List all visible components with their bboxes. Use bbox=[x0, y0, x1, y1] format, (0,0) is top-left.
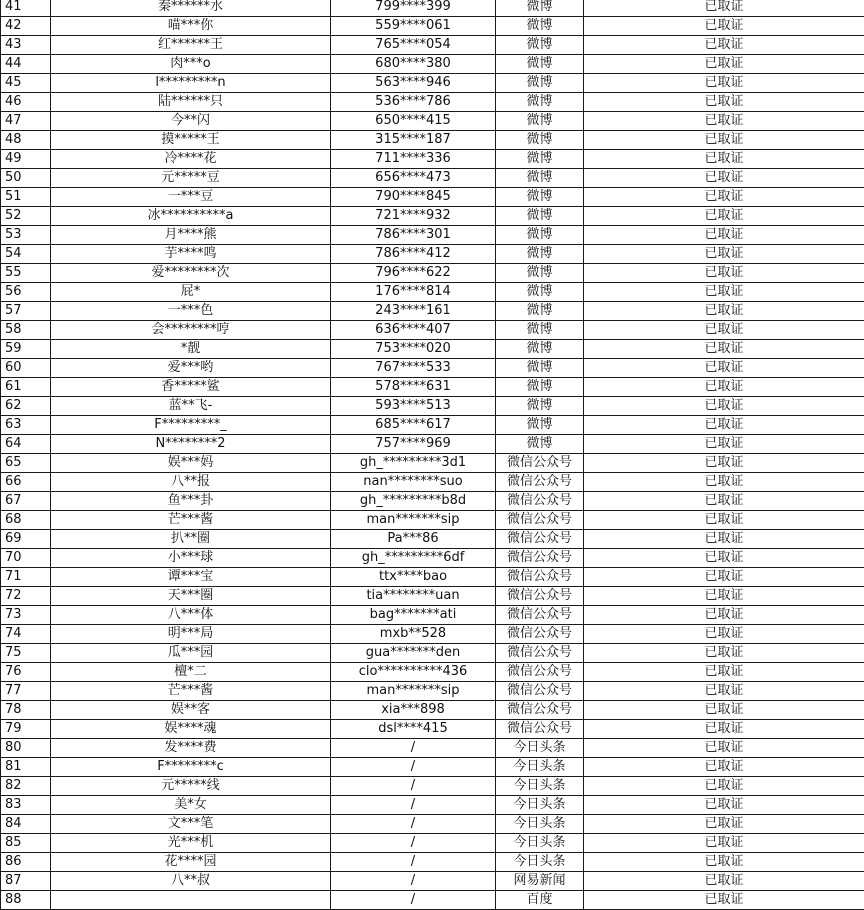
row-index-cell[interactable]: 79 bbox=[1, 720, 51, 739]
platform-cell[interactable]: 微信公众号 bbox=[496, 720, 584, 739]
table-row bbox=[1, 17, 864, 36]
table-row bbox=[1, 625, 864, 644]
account-id-cell[interactable]: / bbox=[331, 777, 496, 796]
account-id-cell[interactable]: ttx****bao bbox=[331, 568, 496, 587]
table-row bbox=[1, 568, 864, 587]
table-row bbox=[1, 302, 864, 321]
account-name-cell[interactable]: 檀*二 bbox=[51, 663, 331, 682]
row-index-cell[interactable]: 60 bbox=[1, 359, 51, 378]
account-name-cell[interactable] bbox=[51, 891, 331, 910]
platform-cell[interactable]: 微信公众号 bbox=[496, 606, 584, 625]
table-row bbox=[1, 207, 864, 226]
account-id-cell[interactable]: / bbox=[331, 872, 496, 891]
row-index-cell[interactable]: 72 bbox=[1, 587, 51, 606]
account-id-cell[interactable]: 243****161 bbox=[331, 302, 496, 321]
table-row bbox=[1, 644, 864, 663]
platform-cell[interactable]: 微博 bbox=[496, 131, 584, 150]
account-name-cell[interactable]: 香*****鲨 bbox=[51, 378, 331, 397]
table-row bbox=[1, 112, 864, 131]
platform-cell[interactable]: 微信公众号 bbox=[496, 625, 584, 644]
table-row bbox=[1, 226, 864, 245]
table-row bbox=[1, 0, 864, 17]
account-name-cell[interactable]: 明***局 bbox=[51, 625, 331, 644]
row-index-cell[interactable]: 65 bbox=[1, 454, 51, 473]
status-cell[interactable]: 已取证 bbox=[584, 226, 864, 245]
account-id-cell[interactable]: man*******sip bbox=[331, 511, 496, 530]
table-row bbox=[1, 663, 864, 682]
status-cell[interactable]: 已取证 bbox=[584, 739, 864, 758]
table-row bbox=[1, 321, 864, 340]
status-cell[interactable]: 已取证 bbox=[584, 302, 864, 321]
table-row bbox=[1, 530, 864, 549]
account-name-cell[interactable]: 今**闪 bbox=[51, 112, 331, 131]
status-cell[interactable]: 已取证 bbox=[584, 283, 864, 302]
account-id-cell[interactable]: 636****407 bbox=[331, 321, 496, 340]
status-cell[interactable]: 已取证 bbox=[584, 872, 864, 891]
account-name-cell[interactable]: 芒***酱 bbox=[51, 511, 331, 530]
account-id-cell[interactable]: 799****399 bbox=[331, 0, 496, 17]
account-name-cell[interactable]: 秦******水 bbox=[51, 0, 331, 17]
row-index-cell[interactable]: 55 bbox=[1, 264, 51, 283]
platform-cell[interactable]: 微博 bbox=[496, 359, 584, 378]
platform-cell[interactable]: 微博 bbox=[496, 17, 584, 36]
account-id-cell[interactable]: 563****946 bbox=[331, 74, 496, 93]
account-name-cell[interactable]: 瓜***园 bbox=[51, 644, 331, 663]
account-id-cell[interactable]: gh_*********b8d bbox=[331, 492, 496, 511]
platform-cell[interactable]: 网易新闻 bbox=[496, 872, 584, 891]
row-index-cell[interactable]: 45 bbox=[1, 74, 51, 93]
table-row bbox=[1, 682, 864, 701]
platform-cell[interactable]: 微博 bbox=[496, 378, 584, 397]
account-name-cell[interactable]: 鱼***卦 bbox=[51, 492, 331, 511]
row-index-cell[interactable]: 82 bbox=[1, 777, 51, 796]
table-row bbox=[1, 188, 864, 207]
platform-cell[interactable]: 微博 bbox=[496, 397, 584, 416]
account-name-cell[interactable]: 爱********次 bbox=[51, 264, 331, 283]
row-index-cell[interactable]: 68 bbox=[1, 511, 51, 530]
status-cell[interactable]: 已取证 bbox=[584, 606, 864, 625]
row-index-cell[interactable]: 61 bbox=[1, 378, 51, 397]
platform-cell[interactable]: 微博 bbox=[496, 283, 584, 302]
row-index-cell[interactable]: 74 bbox=[1, 625, 51, 644]
status-cell[interactable]: 已取证 bbox=[584, 378, 864, 397]
account-id-cell[interactable]: xia***898 bbox=[331, 701, 496, 720]
account-name-cell[interactable]: 爱***哟 bbox=[51, 359, 331, 378]
status-cell[interactable]: 已取证 bbox=[584, 492, 864, 511]
account-name-cell[interactable]: F*********_ bbox=[51, 416, 331, 435]
row-index-cell[interactable]: 81 bbox=[1, 758, 51, 777]
row-index-cell[interactable]: 76 bbox=[1, 663, 51, 682]
platform-cell[interactable]: 微信公众号 bbox=[496, 511, 584, 530]
platform-cell[interactable]: 今日头条 bbox=[496, 758, 584, 777]
account-id-cell[interactable]: 656****473 bbox=[331, 169, 496, 188]
table-row bbox=[1, 739, 864, 758]
account-name-cell[interactable]: 娱****魂 bbox=[51, 720, 331, 739]
account-id-cell[interactable]: 536****786 bbox=[331, 93, 496, 112]
status-cell[interactable]: 已取证 bbox=[584, 473, 864, 492]
row-index-cell[interactable]: 75 bbox=[1, 644, 51, 663]
account-name-cell[interactable]: 娱**客 bbox=[51, 701, 331, 720]
row-index-cell[interactable]: 88 bbox=[1, 891, 51, 910]
account-name-cell[interactable]: 芋****鸣 bbox=[51, 245, 331, 264]
status-cell[interactable]: 已取证 bbox=[584, 74, 864, 93]
status-cell[interactable]: 已取证 bbox=[584, 188, 864, 207]
status-cell[interactable]: 已取证 bbox=[584, 169, 864, 188]
row-index-cell[interactable]: 83 bbox=[1, 796, 51, 815]
row-index-cell[interactable]: 56 bbox=[1, 283, 51, 302]
table-row bbox=[1, 36, 864, 55]
row-index-cell[interactable]: 71 bbox=[1, 568, 51, 587]
account-name-cell[interactable]: 会********哼 bbox=[51, 321, 331, 340]
platform-cell[interactable]: 微博 bbox=[496, 0, 584, 17]
account-name-cell[interactable]: 谭***宝 bbox=[51, 568, 331, 587]
account-id-cell[interactable]: 578****631 bbox=[331, 378, 496, 397]
account-id-cell[interactable]: Pa***86 bbox=[331, 530, 496, 549]
platform-cell[interactable]: 今日头条 bbox=[496, 739, 584, 758]
table-row bbox=[1, 74, 864, 93]
table-row bbox=[1, 720, 864, 739]
row-index-cell[interactable]: 67 bbox=[1, 492, 51, 511]
account-id-cell[interactable]: gh_*********3d1 bbox=[331, 454, 496, 473]
account-id-cell[interactable]: mxb**528 bbox=[331, 625, 496, 644]
platform-cell[interactable]: 今日头条 bbox=[496, 777, 584, 796]
row-index-cell[interactable]: 84 bbox=[1, 815, 51, 834]
table-row bbox=[1, 872, 864, 891]
table-row bbox=[1, 587, 864, 606]
account-name-cell[interactable]: 小***球 bbox=[51, 549, 331, 568]
status-cell[interactable]: 已取证 bbox=[584, 340, 864, 359]
account-id-cell[interactable]: 753****020 bbox=[331, 340, 496, 359]
status-cell[interactable]: 已取证 bbox=[584, 720, 864, 739]
account-name-cell[interactable]: F********c bbox=[51, 758, 331, 777]
platform-cell[interactable]: 微博 bbox=[496, 74, 584, 93]
status-cell[interactable]: 已取证 bbox=[584, 93, 864, 112]
account-name-cell[interactable]: 一***豆 bbox=[51, 188, 331, 207]
platform-cell[interactable]: 微博 bbox=[496, 93, 584, 112]
table-row bbox=[1, 245, 864, 264]
status-cell[interactable]: 已取证 bbox=[584, 511, 864, 530]
account-name-cell[interactable]: 发****费 bbox=[51, 739, 331, 758]
table-row bbox=[1, 264, 864, 283]
account-id-cell[interactable]: dsl****415 bbox=[331, 720, 496, 739]
row-index-cell[interactable]: 66 bbox=[1, 473, 51, 492]
status-cell[interactable]: 已取证 bbox=[584, 397, 864, 416]
status-cell[interactable]: 已取证 bbox=[584, 454, 864, 473]
status-cell[interactable]: 已取证 bbox=[584, 245, 864, 264]
account-name-cell[interactable]: 喵***你 bbox=[51, 17, 331, 36]
row-index-cell[interactable]: 46 bbox=[1, 93, 51, 112]
platform-cell[interactable]: 百度 bbox=[496, 891, 584, 910]
platform-cell[interactable]: 微信公众号 bbox=[496, 682, 584, 701]
account-id-cell[interactable]: 650****415 bbox=[331, 112, 496, 131]
platform-cell[interactable]: 微博 bbox=[496, 340, 584, 359]
account-id-cell[interactable]: 765****054 bbox=[331, 36, 496, 55]
row-index-cell[interactable]: 73 bbox=[1, 606, 51, 625]
platform-cell[interactable]: 微博 bbox=[496, 226, 584, 245]
account-id-cell[interactable]: / bbox=[331, 891, 496, 910]
platform-cell[interactable]: 微信公众号 bbox=[496, 701, 584, 720]
account-id-cell[interactable]: gua*******den bbox=[331, 644, 496, 663]
table-row bbox=[1, 435, 864, 454]
account-name-cell[interactable]: 八**报 bbox=[51, 473, 331, 492]
status-cell[interactable]: 已取证 bbox=[584, 359, 864, 378]
row-index-cell[interactable]: 54 bbox=[1, 245, 51, 264]
account-name-cell[interactable]: 肉***o bbox=[51, 55, 331, 74]
status-cell[interactable]: 已取证 bbox=[584, 435, 864, 454]
account-id-cell[interactable]: / bbox=[331, 739, 496, 758]
status-cell[interactable]: 已取证 bbox=[584, 17, 864, 36]
platform-cell[interactable]: 微博 bbox=[496, 36, 584, 55]
platform-cell[interactable]: 微信公众号 bbox=[496, 530, 584, 549]
platform-cell[interactable]: 微博 bbox=[496, 302, 584, 321]
account-name-cell[interactable]: 元*****线 bbox=[51, 777, 331, 796]
account-id-cell[interactable]: 680****380 bbox=[331, 55, 496, 74]
account-id-cell[interactable]: man*******sip bbox=[331, 682, 496, 701]
table-row bbox=[1, 416, 864, 435]
status-cell[interactable]: 已取证 bbox=[584, 36, 864, 55]
account-name-cell[interactable]: 娱***妈 bbox=[51, 454, 331, 473]
table-row bbox=[1, 891, 864, 910]
row-index-cell[interactable]: 58 bbox=[1, 321, 51, 340]
table-row bbox=[1, 815, 864, 834]
row-index-cell[interactable]: 63 bbox=[1, 416, 51, 435]
account-name-cell[interactable]: *靓 bbox=[51, 340, 331, 359]
account-name-cell[interactable]: 文***笔 bbox=[51, 815, 331, 834]
account-id-cell[interactable]: / bbox=[331, 796, 496, 815]
account-id-cell[interactable]: / bbox=[331, 758, 496, 777]
status-cell[interactable]: 已取证 bbox=[584, 416, 864, 435]
table-row bbox=[1, 378, 864, 397]
account-id-cell[interactable]: / bbox=[331, 815, 496, 834]
table-row bbox=[1, 492, 864, 511]
account-name-cell[interactable]: l*********n bbox=[51, 74, 331, 93]
account-name-cell[interactable]: 一***色 bbox=[51, 302, 331, 321]
account-id-cell[interactable]: clo**********436 bbox=[331, 663, 496, 682]
platform-cell[interactable]: 微信公众号 bbox=[496, 663, 584, 682]
platform-cell[interactable]: 微博 bbox=[496, 245, 584, 264]
account-name-cell[interactable]: 月****熊 bbox=[51, 226, 331, 245]
row-index-cell[interactable]: 42 bbox=[1, 17, 51, 36]
account-id-cell[interactable]: 559****061 bbox=[331, 17, 496, 36]
row-index-cell[interactable]: 53 bbox=[1, 226, 51, 245]
account-id-cell[interactable]: 721****932 bbox=[331, 207, 496, 226]
status-cell[interactable]: 已取证 bbox=[584, 815, 864, 834]
table-row bbox=[1, 473, 864, 492]
status-cell[interactable]: 已取证 bbox=[584, 758, 864, 777]
account-id-cell[interactable]: 685****617 bbox=[331, 416, 496, 435]
account-name-cell[interactable]: 八**叔 bbox=[51, 872, 331, 891]
platform-cell[interactable]: 今日头条 bbox=[496, 815, 584, 834]
platform-cell[interactable]: 微博 bbox=[496, 321, 584, 340]
account-id-cell[interactable]: 315****187 bbox=[331, 131, 496, 150]
table-row bbox=[1, 131, 864, 150]
row-index-cell[interactable]: 77 bbox=[1, 682, 51, 701]
account-id-cell[interactable]: 767****533 bbox=[331, 359, 496, 378]
platform-cell[interactable]: 微博 bbox=[496, 169, 584, 188]
table-row bbox=[1, 340, 864, 359]
table-row bbox=[1, 834, 864, 853]
table-row bbox=[1, 55, 864, 74]
row-index-cell[interactable]: 49 bbox=[1, 150, 51, 169]
status-cell[interactable]: 已取证 bbox=[584, 321, 864, 340]
account-name-cell[interactable]: 光***机 bbox=[51, 834, 331, 853]
status-cell[interactable]: 已取证 bbox=[584, 55, 864, 74]
platform-cell[interactable]: 微博 bbox=[496, 435, 584, 454]
platform-cell[interactable]: 微博 bbox=[496, 55, 584, 74]
row-index-cell[interactable]: 80 bbox=[1, 739, 51, 758]
platform-cell[interactable]: 微信公众号 bbox=[496, 568, 584, 587]
row-index-cell[interactable]: 78 bbox=[1, 701, 51, 720]
status-cell[interactable]: 已取证 bbox=[584, 853, 864, 872]
account-name-cell[interactable]: 摸*****王 bbox=[51, 131, 331, 150]
table-row bbox=[1, 283, 864, 302]
table-row bbox=[1, 150, 864, 169]
account-id-cell[interactable]: / bbox=[331, 853, 496, 872]
table-row bbox=[1, 758, 864, 777]
account-name-cell[interactable]: 花****园 bbox=[51, 853, 331, 872]
account-name-cell[interactable]: 冰**********a bbox=[51, 207, 331, 226]
status-cell[interactable]: 已取证 bbox=[584, 701, 864, 720]
account-id-cell[interactable]: 711****336 bbox=[331, 150, 496, 169]
platform-cell[interactable]: 微博 bbox=[496, 150, 584, 169]
table-row bbox=[1, 606, 864, 625]
account-id-cell[interactable]: 176****814 bbox=[331, 283, 496, 302]
account-id-cell[interactable]: 593****513 bbox=[331, 397, 496, 416]
status-cell[interactable]: 已取证 bbox=[584, 0, 864, 17]
platform-cell[interactable]: 微信公众号 bbox=[496, 492, 584, 511]
account-name-cell[interactable]: 陆******只 bbox=[51, 93, 331, 112]
table-row bbox=[1, 397, 864, 416]
platform-cell[interactable]: 今日头条 bbox=[496, 796, 584, 815]
row-index-cell[interactable]: 59 bbox=[1, 340, 51, 359]
row-index-cell[interactable]: 48 bbox=[1, 131, 51, 150]
account-name-cell[interactable]: 美*女 bbox=[51, 796, 331, 815]
status-cell[interactable]: 已取证 bbox=[584, 568, 864, 587]
status-cell[interactable]: 已取证 bbox=[584, 663, 864, 682]
row-index-cell[interactable]: 87 bbox=[1, 872, 51, 891]
account-name-cell[interactable]: 屁* bbox=[51, 283, 331, 302]
account-name-cell[interactable]: 芒***酱 bbox=[51, 682, 331, 701]
status-cell[interactable]: 已取证 bbox=[584, 549, 864, 568]
table-row bbox=[1, 93, 864, 112]
status-cell[interactable]: 已取证 bbox=[584, 682, 864, 701]
row-index-cell[interactable]: 43 bbox=[1, 36, 51, 55]
account-id-cell[interactable]: / bbox=[331, 834, 496, 853]
status-cell[interactable]: 已取证 bbox=[584, 207, 864, 226]
status-cell[interactable]: 已取证 bbox=[584, 587, 864, 606]
status-cell[interactable]: 已取证 bbox=[584, 777, 864, 796]
status-cell[interactable]: 已取证 bbox=[584, 131, 864, 150]
account-id-cell[interactable]: bag*******ati bbox=[331, 606, 496, 625]
row-index-cell[interactable]: 57 bbox=[1, 302, 51, 321]
row-index-cell[interactable]: 41 bbox=[1, 0, 51, 17]
platform-cell[interactable]: 微博 bbox=[496, 188, 584, 207]
platform-cell[interactable]: 今日头条 bbox=[496, 853, 584, 872]
account-id-cell[interactable]: 757****969 bbox=[331, 435, 496, 454]
row-index-cell[interactable]: 47 bbox=[1, 112, 51, 131]
account-id-cell[interactable]: 786****412 bbox=[331, 245, 496, 264]
platform-cell[interactable]: 微信公众号 bbox=[496, 644, 584, 663]
table-row bbox=[1, 549, 864, 568]
status-cell[interactable]: 已取证 bbox=[584, 264, 864, 283]
account-name-cell[interactable]: 红******王 bbox=[51, 36, 331, 55]
row-index-cell[interactable]: 64 bbox=[1, 435, 51, 454]
account-name-cell[interactable]: 冷****花 bbox=[51, 150, 331, 169]
platform-cell[interactable]: 微博 bbox=[496, 416, 584, 435]
status-cell[interactable]: 已取证 bbox=[584, 530, 864, 549]
platform-cell[interactable]: 微博 bbox=[496, 264, 584, 283]
account-id-cell[interactable]: 786****301 bbox=[331, 226, 496, 245]
account-id-cell[interactable]: tia********uan bbox=[331, 587, 496, 606]
table-body bbox=[1, 0, 864, 910]
table-row bbox=[1, 511, 864, 530]
table-row bbox=[1, 701, 864, 720]
table-row bbox=[1, 853, 864, 872]
row-index-cell[interactable]: 52 bbox=[1, 207, 51, 226]
platform-cell[interactable]: 微信公众号 bbox=[496, 473, 584, 492]
status-cell[interactable]: 已取证 bbox=[584, 796, 864, 815]
platform-cell[interactable]: 微博 bbox=[496, 112, 584, 131]
status-cell[interactable]: 已取证 bbox=[584, 625, 864, 644]
row-index-cell[interactable]: 69 bbox=[1, 530, 51, 549]
platform-cell[interactable]: 微信公众号 bbox=[496, 549, 584, 568]
row-index-cell[interactable]: 62 bbox=[1, 397, 51, 416]
status-cell[interactable]: 已取证 bbox=[584, 834, 864, 853]
status-cell[interactable]: 已取证 bbox=[584, 891, 864, 910]
row-index-cell[interactable]: 44 bbox=[1, 55, 51, 74]
platform-cell[interactable]: 微信公众号 bbox=[496, 454, 584, 473]
platform-cell[interactable]: 今日头条 bbox=[496, 834, 584, 853]
account-id-cell[interactable]: gh_*********6df bbox=[331, 549, 496, 568]
platform-cell[interactable]: 微信公众号 bbox=[496, 587, 584, 606]
account-name-cell[interactable]: 八***体 bbox=[51, 606, 331, 625]
platform-cell[interactable]: 微博 bbox=[496, 207, 584, 226]
status-cell[interactable]: 已取证 bbox=[584, 150, 864, 169]
table-row bbox=[1, 359, 864, 378]
table-row bbox=[1, 454, 864, 473]
account-name-cell[interactable]: 扒**圈 bbox=[51, 530, 331, 549]
account-name-cell[interactable]: 蓝**飞- bbox=[51, 397, 331, 416]
account-name-cell[interactable]: 元*****豆 bbox=[51, 169, 331, 188]
row-index-cell[interactable]: 51 bbox=[1, 188, 51, 207]
table-row bbox=[1, 777, 864, 796]
row-index-cell[interactable]: 86 bbox=[1, 853, 51, 872]
table-row bbox=[1, 169, 864, 188]
table-row bbox=[1, 796, 864, 815]
account-name-cell[interactable]: 天***圈 bbox=[51, 587, 331, 606]
row-index-cell[interactable]: 70 bbox=[1, 549, 51, 568]
account-id-cell[interactable]: 790****845 bbox=[331, 188, 496, 207]
account-id-cell[interactable]: 796****622 bbox=[331, 264, 496, 283]
row-index-cell[interactable]: 85 bbox=[1, 834, 51, 853]
status-cell[interactable]: 已取证 bbox=[584, 644, 864, 663]
account-id-cell[interactable]: nan********suo bbox=[331, 473, 496, 492]
account-name-cell[interactable]: N********2 bbox=[51, 435, 331, 454]
row-index-cell[interactable]: 50 bbox=[1, 169, 51, 188]
status-cell[interactable]: 已取证 bbox=[584, 112, 864, 131]
